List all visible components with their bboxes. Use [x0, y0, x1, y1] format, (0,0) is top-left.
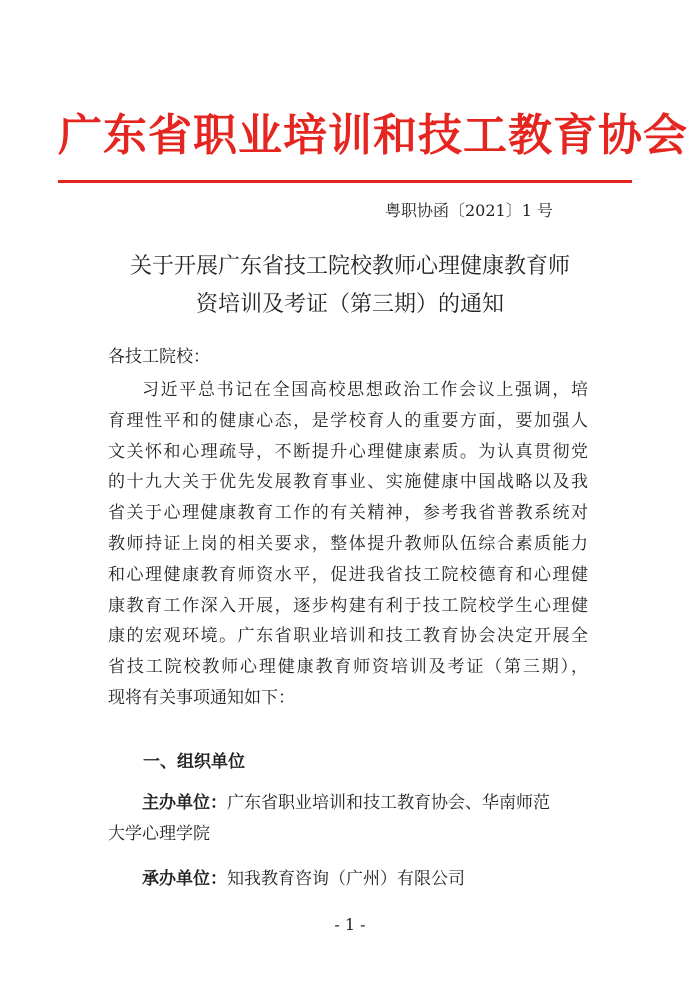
document-title	[90, 248, 610, 324]
body-paragraph	[108, 375, 588, 714]
document-title-line-1: 关于开展广东省技工院校教师心理健康教育师	[129, 254, 570, 279]
body-line: 现将有关事项通知如下：	[108, 687, 295, 708]
document-number: 粤职协函〔2021〕1 号	[385, 201, 553, 220]
letterhead-divider	[58, 180, 632, 183]
organizer-value: 知我教育咨询（广州）有限公司	[227, 869, 465, 889]
host-value-continuation: 大学心理学院	[108, 824, 210, 844]
body-line: 康教育工作深入开展，逐步构建有利于技工院校学生心理健	[108, 595, 588, 616]
host-value: 广东省职业培训和技工教育协会、华南师范	[227, 793, 550, 813]
document-title-line-2: 资培训及考证（第三期）的通知	[195, 292, 504, 317]
body-line: 省关于心理健康教育工作的有关精神，参考我省普教系统对	[108, 503, 588, 524]
letterhead-title: 广东省职业培训和技工教育协会	[58, 110, 688, 161]
body-line: 康的宏观环境。广东省职业培训和技工教育协会决定开展全	[108, 626, 588, 647]
body-line: 的十九大关于优先发展教育事业、实施健康中国战略以及我	[108, 472, 588, 493]
body-line: 和心理健康教育师资水平，促进我省技工院校德育和心理健	[108, 564, 588, 585]
host-line	[108, 788, 588, 819]
section-heading-organizers: 一、组织单位	[143, 752, 245, 772]
body-line: 育理性平和的健康心态，是学校育人的重要方面，要加强人	[108, 410, 588, 431]
page-number: - 1 -	[334, 915, 366, 934]
organizer-block	[108, 788, 588, 895]
host-label: 主办单位：	[142, 793, 227, 813]
body-line: 教师持证上岗的相关要求，整体提升教师队伍综合素质能力	[108, 533, 588, 554]
body-line: 习近平总书记在全国高校思想政治工作会议上强调，培	[142, 380, 588, 400]
body-line: 文关怀和心理疏导，不断提升心理健康素质。为认真贯彻党	[108, 441, 588, 462]
body-line: 省技工院校教师心理健康教育师资培训及考证（第三期），	[108, 657, 588, 678]
organizer-label: 承办单位：	[142, 869, 227, 889]
organizer-line	[108, 864, 588, 895]
salutation: 各技工院校：	[108, 347, 210, 367]
